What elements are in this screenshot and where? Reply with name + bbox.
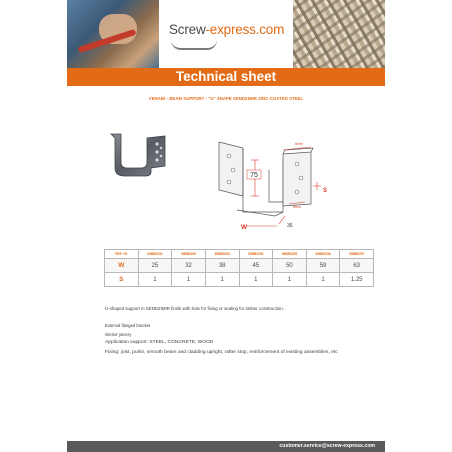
top-thickness-dimension: 6mm	[295, 142, 303, 146]
workshop-photo	[67, 0, 159, 68]
spec-cell: 1	[138, 273, 172, 287]
technical-sheet	[67, 0, 385, 452]
spec-cell: 63	[340, 259, 374, 273]
spec-cell: 1	[205, 273, 239, 287]
spec-header-label: REF. VS	[105, 250, 139, 259]
application-text: Application support: STEEL, CONCRETE, WOOD	[105, 340, 214, 345]
spec-ref: 90BB0250	[138, 250, 172, 259]
spec-ref: 90BB0254	[239, 250, 273, 259]
spec-cell: 25	[138, 259, 172, 273]
brand-logo[interactable]	[159, 0, 293, 68]
spec-cell: 1	[273, 273, 307, 287]
row-label-s: S	[105, 273, 139, 287]
brand-swoosh-icon	[171, 40, 217, 50]
spec-ref: 90BB0255	[273, 250, 307, 259]
spec-cell: 32	[172, 259, 206, 273]
spec-cell: 38	[205, 259, 239, 273]
header-banner	[67, 0, 385, 68]
table-row	[105, 259, 374, 273]
spec-ref: 90BB0252	[172, 250, 206, 259]
spec-cell: 1	[239, 273, 273, 287]
technical-drawing	[213, 134, 333, 240]
screws-photo	[293, 0, 385, 68]
spec-cell: 1	[306, 273, 340, 287]
footer-bar	[67, 441, 385, 452]
s-dimension: S	[323, 188, 328, 194]
brand-name-main: Screw	[169, 22, 206, 37]
feature-item: interior joinery	[105, 332, 132, 337]
fixing-text: Fixing: joist, purlin, smooth beam and cladding upright, rafter stop, reinforcement of existing assemblies, etc	[105, 350, 338, 355]
width-dimension: W	[241, 224, 248, 231]
spec-ref: 90BB0257	[340, 250, 374, 259]
product-photo	[107, 132, 169, 178]
spec-ref: 90BB0253	[205, 250, 239, 259]
depth-dimension: 36	[287, 223, 293, 229]
table-row	[105, 273, 374, 287]
spec-cell: 45	[239, 259, 273, 273]
spec-table	[104, 249, 374, 287]
row-label-w: W	[105, 259, 139, 273]
spec-cell: 50	[273, 259, 307, 273]
spec-cell: 59	[306, 259, 340, 273]
product-description: U-shaped support in SENDZIMIR finish with hole for fixing or sealing for timber construction.	[105, 306, 284, 311]
title-bar	[67, 68, 385, 86]
product-subtitle: VENABI - BEAM SUPPORT - "U" SHAPE SENDZIMIR ZINC-COATED STEEL	[148, 96, 304, 101]
page-title: Technical sheet	[175, 69, 277, 84]
spec-ref: 90BB0256	[306, 250, 340, 259]
height-dimension: 75	[250, 172, 258, 179]
feature-item: External flanged bracket	[105, 323, 151, 328]
footer-email-link[interactable]: customer.service@screw-express.com	[279, 442, 375, 449]
spec-cell: 1	[172, 273, 206, 287]
spec-cell: 1.25	[340, 273, 374, 287]
hole-dimension: 6mm	[293, 205, 301, 209]
brand-name-accent: -express.com	[205, 22, 285, 37]
spec-table-header	[105, 250, 374, 259]
